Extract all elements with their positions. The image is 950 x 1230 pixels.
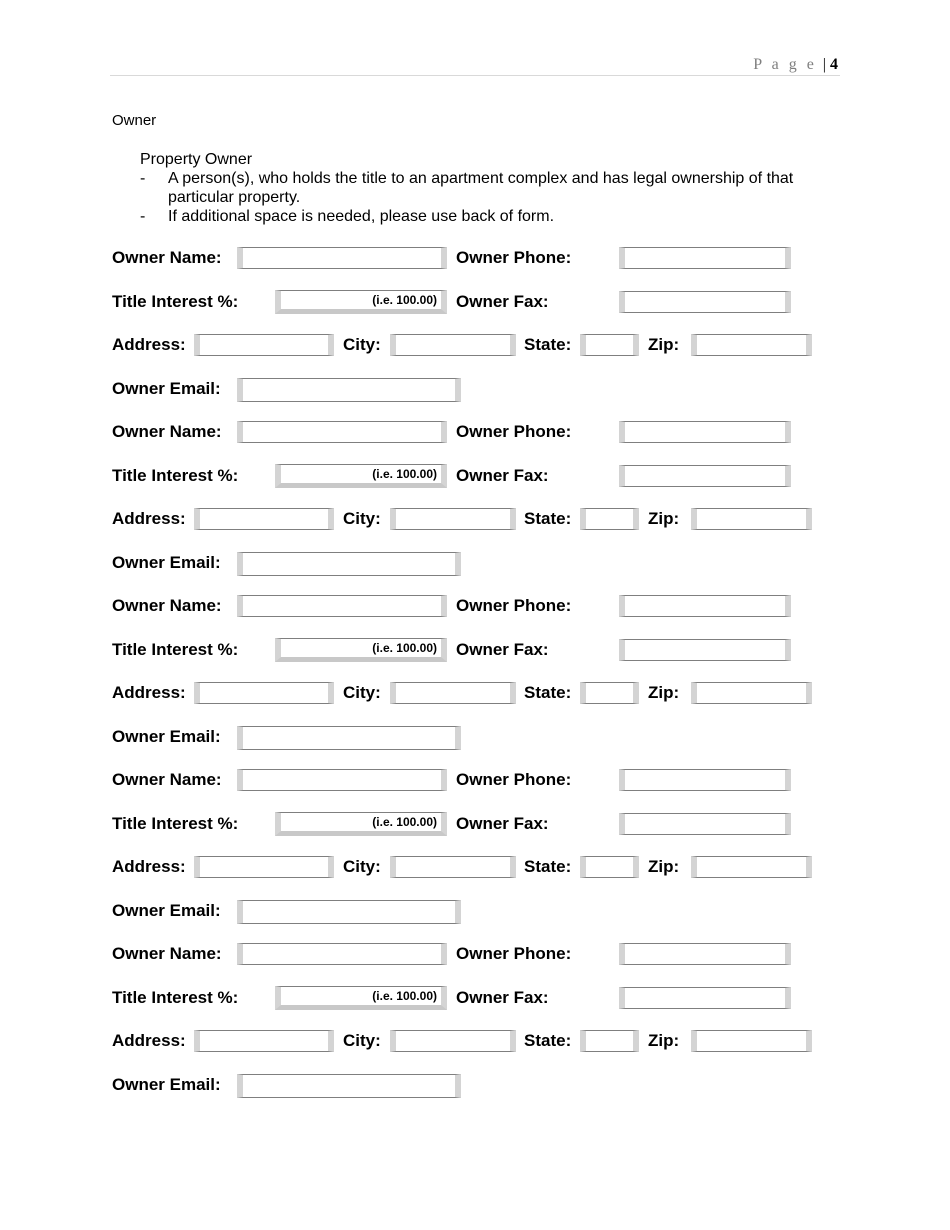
title-interest-label: Title Interest %: [112, 640, 239, 659]
title-interest-label: Title Interest %: [112, 292, 239, 311]
zip-label: Zip: [648, 335, 680, 354]
zip-label: Zip: [648, 857, 680, 876]
state-label: State: [524, 1031, 572, 1050]
owner-name-field[interactable] [237, 943, 447, 965]
bullet-dash: - [140, 170, 146, 187]
bullet-dash: - [140, 208, 146, 225]
section-title: Owner [112, 112, 157, 129]
zip-field[interactable] [691, 1030, 812, 1052]
owner-name-label: Owner Name: [112, 248, 222, 267]
owner-email-label: Owner Email: [112, 1075, 221, 1094]
address-label: Address: [112, 1031, 186, 1050]
owner-phone-label: Owner Phone: [456, 248, 572, 267]
page-separator: | [822, 56, 826, 73]
city-label: City: [343, 509, 381, 528]
owner-email-field[interactable] [237, 1074, 461, 1098]
owner-phone-label: Owner Phone: [456, 422, 572, 441]
bullet-text: If additional space is needed, please use back of form. [168, 208, 555, 225]
city-label: City: [343, 857, 381, 876]
owner-fax-label: Owner Fax: [456, 988, 549, 1007]
title-interest-label: Title Interest %: [112, 988, 239, 1007]
owner-email-field[interactable] [237, 900, 461, 924]
owner-name-label: Owner Name: [112, 422, 222, 441]
owner-block-5 [0, 696, 950, 1094]
address-label: Address: [112, 857, 186, 876]
owner-email-label: Owner Email: [112, 379, 221, 398]
owner-block-4 [0, 522, 950, 920]
owner-name-label: Owner Name: [112, 596, 222, 615]
state-label: State: [524, 857, 572, 876]
state-field[interactable] [580, 1030, 639, 1052]
title-interest-label: Title Interest %: [112, 814, 239, 833]
state-label: State: [524, 509, 572, 528]
title-interest-field[interactable] [275, 986, 447, 1010]
owner-phone-label: Owner Phone: [456, 596, 572, 615]
city-field[interactable] [390, 1030, 516, 1052]
city-label: City: [343, 683, 381, 702]
city-label: City: [343, 335, 381, 354]
owner-phone-label: Owner Phone: [456, 770, 572, 789]
owner-fax-field[interactable] [619, 987, 791, 1009]
address-label: Address: [112, 509, 186, 528]
owner-email-label: Owner Email: [112, 553, 221, 572]
owner-name-label: Owner Name: [112, 944, 222, 963]
owner-fax-label: Owner Fax: [456, 640, 549, 659]
owner-fax-label: Owner Fax: [456, 814, 549, 833]
zip-label: Zip: [648, 509, 680, 528]
owner-fax-label: Owner Fax: [456, 466, 549, 485]
address-label: Address: [112, 335, 186, 354]
owner-block-3 [0, 348, 950, 746]
page-number-value: 4 [830, 56, 838, 73]
state-label: State: [524, 683, 572, 702]
zip-label: Zip: [648, 1031, 680, 1050]
owner-email-label: Owner Email: [112, 727, 221, 746]
owner-email-label: Owner Email: [112, 901, 221, 920]
owner-phone-field[interactable] [619, 943, 791, 965]
zip-label: Zip: [648, 683, 680, 702]
owner-block-2 [0, 174, 950, 572]
bullet-text: A person(s), who holds the title to an apartment complex and has legal ownership of that particular property. [168, 170, 794, 206]
owner-fax-label: Owner Fax: [456, 292, 549, 311]
owner-name-label: Owner Name: [112, 770, 222, 789]
city-label: City: [343, 1031, 381, 1050]
state-label: State: [524, 335, 572, 354]
address-label: Address: [112, 683, 186, 702]
title-interest-label: Title Interest %: [112, 466, 239, 485]
intro-heading: Property Owner [140, 151, 253, 168]
page-label: P a g e [753, 56, 817, 73]
address-field[interactable] [194, 1030, 334, 1052]
owner-phone-label: Owner Phone: [456, 944, 572, 963]
